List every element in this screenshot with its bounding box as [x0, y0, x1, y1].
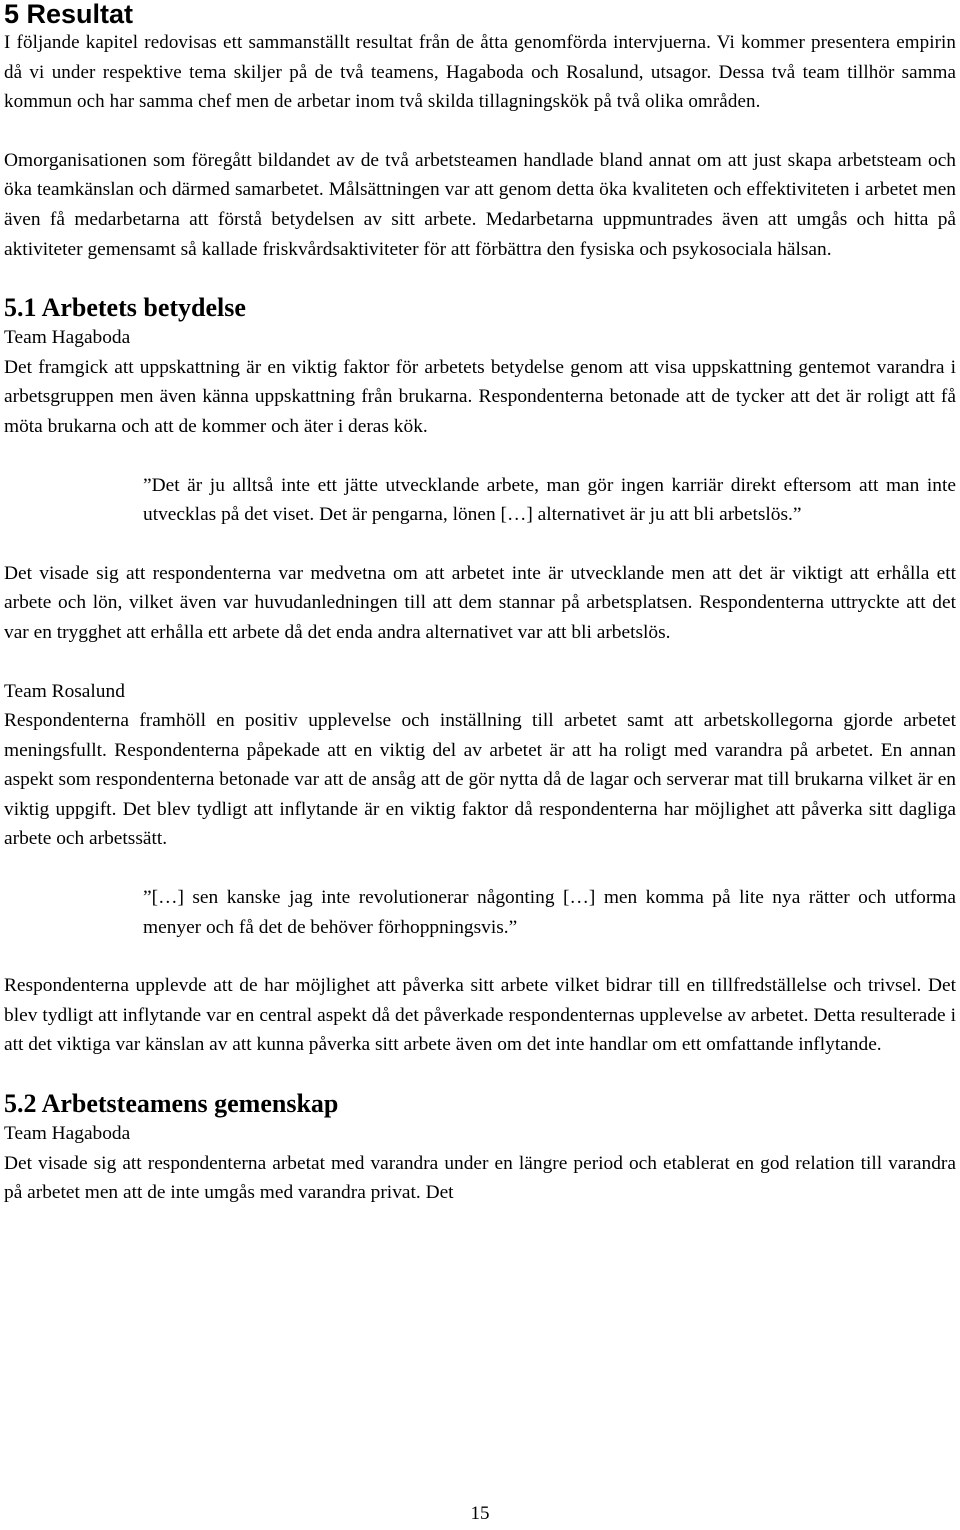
- spacer: [4, 942, 956, 971]
- document-page: [4, 0, 956, 1208]
- interview-quote: ”[…] sen kanske jag inte revolutionerar någonting […] men komma på lite nya rätter och utforma menyer och få det de behöver förhoppningsvis.”: [143, 887, 956, 938]
- spacer: [4, 117, 956, 146]
- spacer: [4, 530, 956, 559]
- rosalund-paragraph: Respondenterna framhöll en positiv upplevelse och inställning till arbetet samt att arbetskollegorna gjorde arbetet meningsfullt. Respondenterna påpekade att en viktig del av arbetet är att ha roligt med varandra på arbetet. En annan aspekt som respondenterna betonade var att de ansåg att de gör nytta då de lagar och serverar mat till brukarna vilket är en viktig uppgift. Det blev tydligt att inflytande är en viktig faktor då respondenterna har möjlighet att påverka sitt dagliga arbete och arbetssätt.: [4, 710, 956, 850]
- spacer: [4, 648, 956, 677]
- chapter-intro: I följande kapitel redovisas ett sammanställt resultat från de åtta genomförda intervjuerna. Vi kommer presentera empirin då vi under respektive tema skiljer på de två teamens, Hagaboda och Rosalund, utsagor. Dessa två team tillhör samma kommun och har samma chef men de arbetar inom två skilda tillagningskök på två olika områden.: [4, 32, 956, 113]
- team-heading-hagaboda: Team Hagaboda: [4, 1123, 131, 1145]
- section-title: 5.2 Arbetsteamens gemenskap: [4, 1089, 339, 1119]
- rosalund-paragraph: Respondenterna upplevde att de har möjlighet att påverka sitt arbete vilket bidrar till en tillfredställelse och trivsel. Det blev tydligt att inflytande var en central aspekt då det påverkade respondenternas upplevelse av arbetet. Detta resulterade i att det viktiga var känslan av att kunna påverka sitt arbete även om det inte handlar om ett omfattande inflytande.: [4, 975, 956, 1056]
- spacer: [4, 1060, 956, 1089]
- section-title: 5.1 Arbetets betydelse: [4, 293, 246, 323]
- spacer: [4, 442, 956, 471]
- team-heading-rosalund: Team Rosalund: [4, 680, 125, 702]
- chapter-title: 5 Resultat: [4, 0, 134, 29]
- page-number: 15: [470, 1503, 490, 1524]
- spacer: [4, 854, 956, 883]
- hagaboda-paragraph: Det visade sig att respondenterna var medvetna om att arbetet inte är utvecklande men att det är viktigt att erhålla ett arbete och lön, vilket även var huvudanledningen till att dem stannar på arbetsplatsen. Respondenterna uttryckte att det var en trygghet att erhålla ett arbete då det enda andra alternativet var att bli arbetslös.: [4, 562, 956, 643]
- interview-quote: ”Det är ju alltså inte ett jätte utvecklande arbete, man gör ingen karriär direkt eftersom att man inte utvecklas på det viset. Det är pengarna, lönen […] alternativet är ju att bli arbetslös.”: [143, 474, 956, 526]
- hagaboda-paragraph: Det framgick att uppskattning är en viktig faktor för arbetets betydelse genom att visa uppskattning gentemot varandra i arbetsgruppen men även känna uppskattning från brukarna. Respondenterna betonade att de tycker att det är roligt att få möta brukarna och att de kommer och äter i deras kök.: [4, 356, 956, 437]
- spacer: [4, 264, 956, 293]
- hagaboda-paragraph: Det visade sig att respondenterna arbetat med varandra under en längre period och etablerat en god relation till varandra på arbetet men att de inte umgås med varandra privat. Det: [4, 1152, 956, 1204]
- team-heading-hagaboda: Team Hagaboda: [4, 327, 131, 349]
- chapter-paragraph: Omorganisationen som föregått bildandet av de två arbetsteamen handlade bland annat om att just skapa arbetsteam och öka teamkänslan och därmed samarbetet. Målsättningen var att genom detta öka kvaliteten och effektiviteten i arbetet men även få medarbetarna att förstå betydelsen av sitt arbete. Medarbetarna uppmuntrades även att umgås och hitta på aktiviteter gemensamt så kallade friskvårdsaktiviteter för att förbättra den fysiska och psykosociala hälsan.: [4, 149, 956, 260]
